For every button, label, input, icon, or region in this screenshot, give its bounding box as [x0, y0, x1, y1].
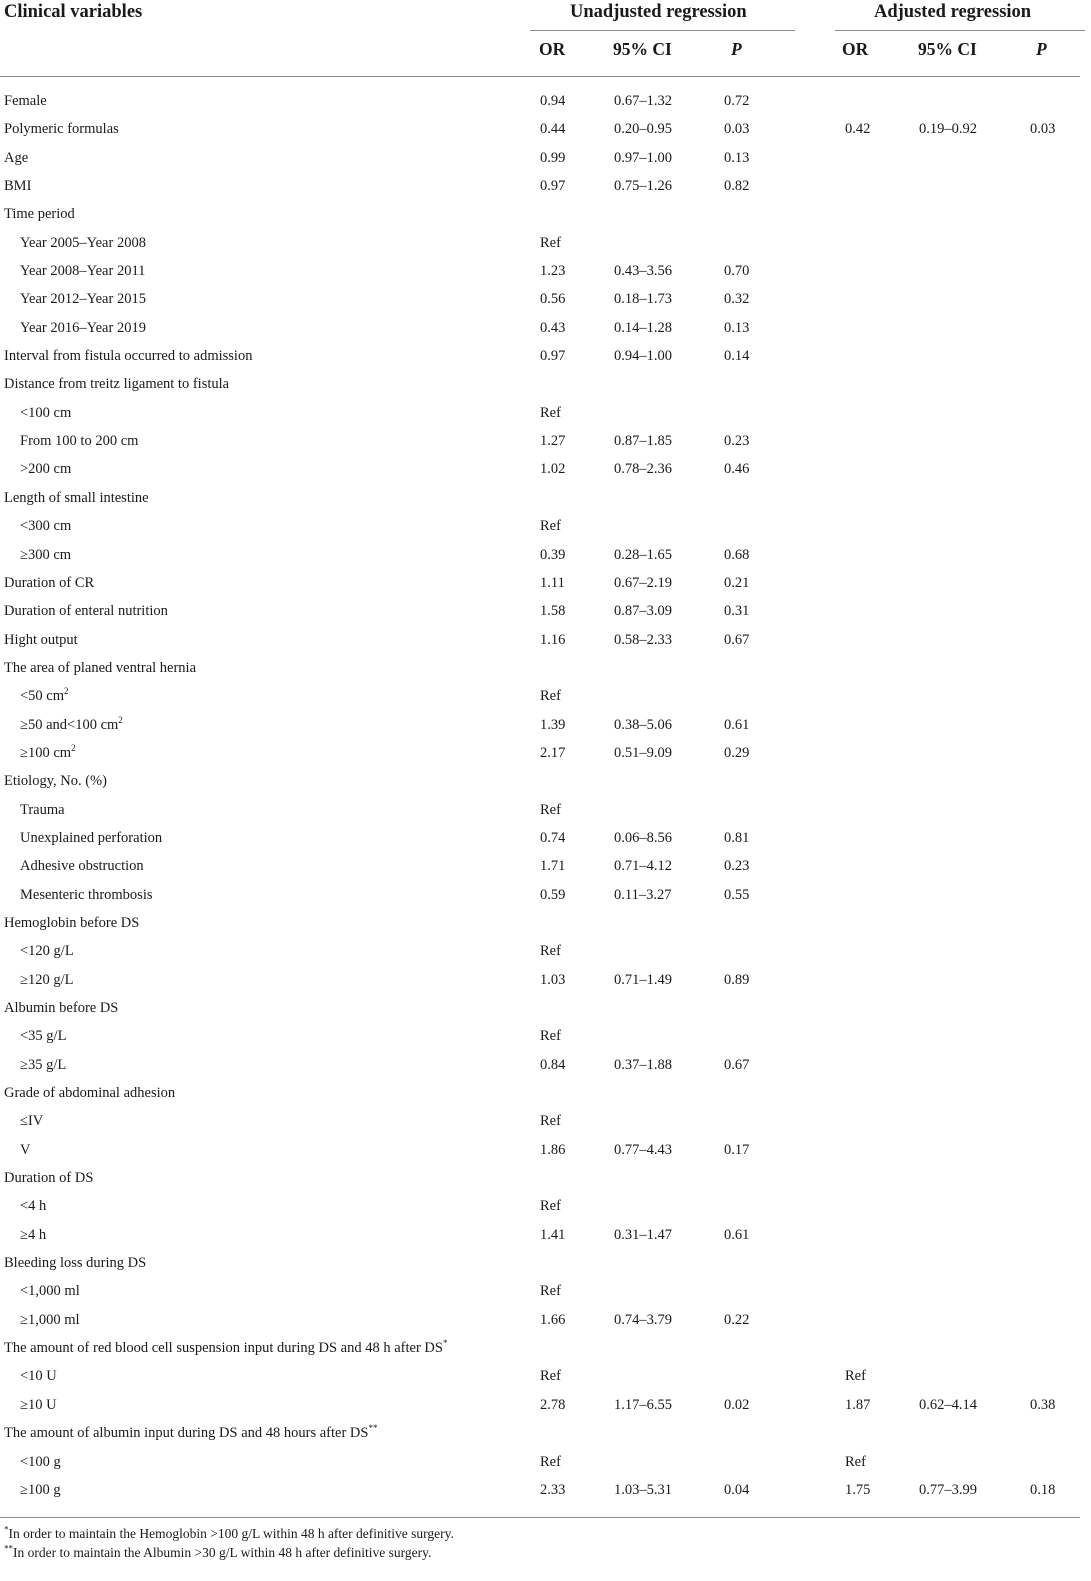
unadjusted-p-cell: 0.17 [724, 1141, 750, 1158]
variable-label-text: Year 2012–Year 2015 [20, 291, 146, 308]
table-row [0, 144, 1091, 172]
table-row [0, 569, 1091, 597]
unadjusted-p-cell: 0.03 [724, 121, 750, 138]
table-row [0, 767, 1091, 795]
unadjusted-or-cell: 2.78 [540, 1396, 566, 1413]
variable-label-text: <50 cm [20, 688, 65, 705]
unadjusted-ci-cell: 0.74–3.79 [614, 1311, 672, 1328]
variable-label [4, 597, 168, 625]
table-row [0, 1362, 1091, 1390]
footnote-text: In order to maintain the Hemoglobin >100 g/L within 48 h after definitive surgery. [8, 1526, 454, 1541]
unadjusted-or-cell: 1.39 [540, 716, 566, 733]
unadjusted-or-cell: 1.03 [540, 971, 566, 988]
table-row [0, 399, 1091, 427]
unadjusted-p-cell: 0.29 [724, 744, 750, 761]
unadjusted-or-cell: 0.56 [540, 291, 566, 308]
unadjusted-or-cell: 1.86 [540, 1141, 566, 1158]
unadjusted-p-cell: 0.68 [724, 546, 750, 563]
variable-label-text: Albumin before DS [4, 1000, 119, 1016]
unadjusted-p-cell: 0.23 [724, 858, 750, 875]
table-row [0, 796, 1091, 824]
variable-label-text: Hemoglobin before DS [4, 914, 140, 931]
adjusted-ci-heading: 95% CI [918, 39, 977, 59]
unadjusted-ci-cell: 0.43–3.56 [614, 263, 672, 280]
adjusted-p-cell: 0.03 [1030, 121, 1056, 138]
unadjusted-ci-cell: 0.97–1.00 [614, 149, 672, 166]
variable-label-text: Time period [4, 206, 75, 223]
table-row [0, 484, 1091, 512]
variable-label-text: ≥50 and<100 cm [20, 716, 119, 733]
variable-label [20, 796, 65, 824]
table-row [0, 455, 1091, 483]
variable-label [4, 87, 47, 115]
unadjusted-ci-heading: 95% CI [613, 39, 672, 59]
table-row [0, 370, 1091, 398]
unadjusted-ci-cell: 0.28–1.65 [614, 546, 672, 563]
variable-label [20, 1136, 30, 1164]
unadjusted-p-cell: 0.82 [724, 178, 750, 195]
variable-label-text: The amount of red blood cell suspension input during DS and 48 h after DS [4, 1340, 443, 1357]
unadjusted-ci-cell: 0.20–0.95 [614, 121, 672, 138]
variable-label [20, 1391, 57, 1419]
unadjusted-p-cell: 0.89 [724, 971, 750, 988]
variable-label [20, 1192, 46, 1220]
unadjusted-ci-cell: 0.51–9.09 [614, 744, 672, 761]
variable-label-text: Mesenteric thrombosis [20, 886, 153, 903]
unadjusted-regression-heading: Unadjusted regression [570, 2, 747, 22]
unadjusted-ci-cell: 0.71–1.49 [614, 971, 672, 988]
clinical-variables-heading: Clinical variables [4, 2, 143, 22]
variable-label [20, 711, 123, 739]
variable-label [4, 172, 31, 200]
variable-label-text: Duration of enteral nutrition [4, 603, 168, 620]
unadjusted-or-cell: 1.11 [540, 574, 565, 591]
unadjusted-or-cell: Ref [540, 1113, 561, 1130]
unadjusted-or-cell: Ref [540, 404, 561, 421]
table-row [0, 1164, 1091, 1192]
variable-label-text: Year 2008–Year 2011 [20, 263, 146, 280]
unadjusted-ci-cell: 0.67–1.32 [614, 93, 672, 109]
unadjusted-or-cell: 0.97 [540, 348, 566, 365]
unadjusted-p-cell: 0.02 [724, 1396, 750, 1413]
footnote [4, 1524, 454, 1543]
variable-label-text: Distance from treitz ligament to fistula [4, 376, 230, 393]
unadjusted-or-cell: 2.33 [540, 1481, 566, 1498]
variable-label [20, 455, 71, 483]
unadjusted-or-cell: Ref [540, 1028, 561, 1045]
adjusted-p-cell: 0.18 [1030, 1481, 1056, 1498]
variable-label-text: <120 g/L [20, 943, 74, 960]
variable-label [4, 1334, 447, 1362]
table-row [0, 824, 1091, 852]
unadjusted-p-cell: 0.32 [724, 291, 750, 308]
variable-label [20, 937, 74, 965]
unadjusted-ci-cell: 0.11–3.27 [614, 886, 672, 903]
unadjusted-or-cell: Ref [540, 943, 561, 960]
unadjusted-ci-cell: 0.14–1.28 [614, 319, 672, 336]
unadjusted-or-cell: 0.43 [540, 319, 566, 336]
table-row [0, 994, 1091, 1022]
variable-label-text: Year 2005–Year 2008 [20, 234, 146, 251]
label-superscript: 2 [118, 714, 123, 725]
variable-label [4, 569, 94, 597]
variable-label-text: <100 cm [20, 404, 72, 421]
variable-label-text: The amount of albumin input during DS and 48 hours after DS [4, 1425, 369, 1442]
table-row [0, 172, 1091, 200]
variable-label [20, 1051, 66, 1079]
variable-label [20, 1362, 57, 1390]
variable-label-text: ≤IV [20, 1113, 44, 1130]
unadjusted-or-cell: Ref [540, 518, 561, 535]
variable-label-text: ≥120 g/L [20, 971, 74, 988]
unadjusted-or-cell: 2.17 [540, 744, 566, 761]
table-row [0, 1107, 1091, 1135]
variable-label [4, 1419, 377, 1447]
variable-label-text: Trauma [20, 801, 65, 818]
variable-label-text: The area of planed ventral hernia [4, 659, 197, 676]
regression-table-body [0, 87, 1091, 1504]
unadjusted-or-cell: 1.58 [540, 603, 566, 620]
variable-label-text: ≥100 cm [20, 744, 72, 761]
unadjusted-p-cell: 0.23 [724, 433, 750, 450]
variable-label-text: ≥4 h [20, 1226, 47, 1243]
unadjusted-ci-cell: 1.03–5.31 [614, 1481, 672, 1498]
unadjusted-or-cell: 0.99 [540, 149, 566, 166]
table-row [0, 1448, 1091, 1476]
table-row [0, 682, 1091, 710]
variable-label-text: From 100 to 200 cm [20, 433, 139, 450]
table-row [0, 966, 1091, 994]
unadjusted-ci-cell: 0.94–1.00 [614, 348, 672, 365]
adjusted-or-cell: 0.42 [845, 121, 871, 138]
variable-label-text: ≥1,000 ml [20, 1311, 80, 1328]
table-row [0, 909, 1091, 937]
table-row [0, 285, 1091, 313]
variable-label-text: Interval from fistula occurred to admission [4, 348, 253, 365]
adjusted-p-cell: 0.38 [1030, 1396, 1056, 1413]
unadjusted-or-cell: 0.97 [540, 178, 566, 195]
unadjusted-or-cell: Ref [540, 688, 561, 705]
variable-label [4, 1249, 146, 1277]
variable-label-text: ≥300 cm [20, 546, 72, 563]
label-superscript: 2 [64, 686, 69, 697]
table-row [0, 257, 1091, 285]
variable-label-text: Female [4, 93, 47, 109]
table-bottom-rule [0, 1517, 1080, 1518]
table-row [0, 1051, 1091, 1079]
table-row [0, 1476, 1091, 1504]
table-row [0, 200, 1091, 228]
unadjusted-ci-cell: 0.87–1.85 [614, 433, 672, 450]
unadjusted-p-cell: 0.31 [724, 603, 750, 620]
unadjusted-or-cell: 0.44 [540, 121, 566, 138]
variable-label [4, 909, 139, 937]
variable-label [4, 484, 149, 512]
table-row [0, 1221, 1091, 1249]
unadjusted-p-cell: 0.46 [724, 461, 750, 478]
unadjusted-p-cell: 0.21 [724, 574, 750, 591]
variable-label [4, 115, 119, 143]
table-row [0, 427, 1091, 455]
unadjusted-ci-cell: 0.58–2.33 [614, 631, 672, 648]
unadjusted-ci-cell: 0.38–5.06 [614, 716, 672, 733]
variable-label [4, 767, 107, 795]
variable-label-text: ≥10 U [20, 1396, 57, 1413]
adjusted-group-rule [835, 30, 1085, 31]
unadjusted-p-cell: 0.67 [724, 1056, 750, 1073]
unadjusted-p-cell: 0.14 [724, 348, 750, 365]
variable-label [4, 1079, 175, 1107]
variable-label [20, 824, 162, 852]
variable-label-text: ≥35 g/L [20, 1056, 67, 1073]
variable-label-text: <100 g [20, 1453, 61, 1470]
table-row [0, 87, 1091, 115]
unadjusted-p-cell: 0.67 [724, 631, 750, 648]
unadjusted-or-cell: Ref [540, 234, 561, 251]
table-row [0, 881, 1091, 909]
adjusted-or-heading: OR [842, 39, 869, 59]
variable-label-text: <300 cm [20, 518, 72, 535]
unadjusted-p-cell: 0.13 [724, 149, 750, 166]
unadjusted-or-cell: 0.84 [540, 1056, 566, 1073]
variable-label [20, 229, 146, 257]
unadjusted-ci-cell: 1.17–6.55 [614, 1396, 672, 1413]
variable-label [20, 541, 71, 569]
table-row [0, 1277, 1091, 1305]
footnote-text: In order to maintain the Albumin >30 g/L within 48 h after definitive surgery. [13, 1545, 432, 1560]
variable-label-text: Adhesive obstruction [20, 858, 144, 875]
variable-label [4, 1164, 93, 1192]
table-row [0, 1249, 1091, 1277]
adjusted-p-heading: P [1036, 39, 1047, 59]
label-superscript: ** [368, 1423, 378, 1434]
variable-label-text: Duration of CR [4, 574, 95, 591]
variable-label-text: Duration of DS [4, 1170, 94, 1187]
variable-label-text: Hight output [4, 631, 78, 648]
unadjusted-or-cell: 0.94 [540, 93, 566, 109]
table-row [0, 1306, 1091, 1334]
unadjusted-p-cell: 0.61 [724, 1226, 750, 1243]
table-row [0, 314, 1091, 342]
variable-label-text: Grade of abdominal adhesion [4, 1085, 176, 1102]
footnote-mark: ** [4, 1543, 13, 1554]
unadjusted-ci-cell: 0.06–8.56 [614, 829, 672, 846]
variable-label-text: <10 U [20, 1368, 57, 1385]
unadjusted-p-cell: 0.70 [724, 263, 750, 280]
variable-label [20, 1448, 61, 1476]
table-row [0, 1419, 1091, 1447]
variable-label [20, 881, 153, 909]
adjusted-ci-cell: 0.77–3.99 [919, 1481, 977, 1498]
footnotes [4, 1524, 454, 1562]
unadjusted-or-cell: 1.16 [540, 631, 566, 648]
variable-label-text: <4 h [20, 1198, 47, 1215]
variable-label-text: Length of small intestine [4, 489, 149, 506]
unadjusted-or-cell: 1.27 [540, 433, 566, 450]
adjusted-or-cell: 1.75 [845, 1481, 871, 1498]
label-superscript: * [442, 1338, 448, 1349]
unadjusted-ci-cell: 0.71–4.12 [614, 858, 672, 875]
variable-label [4, 342, 252, 370]
variable-label-text: <1,000 ml [20, 1283, 80, 1300]
variable-label [20, 314, 146, 342]
unadjusted-or-cell: 1.23 [540, 263, 566, 280]
adjusted-or-cell: 1.87 [845, 1396, 871, 1413]
unadjusted-ci-cell: 0.37–1.88 [614, 1056, 672, 1073]
variable-label [4, 144, 28, 172]
unadjusted-or-cell: 0.74 [540, 829, 566, 846]
unadjusted-or-cell: 1.02 [540, 461, 566, 478]
variable-label [20, 1306, 80, 1334]
variable-label [4, 626, 78, 654]
variable-label [20, 1476, 61, 1504]
table-row [0, 626, 1091, 654]
variable-label [20, 852, 144, 880]
table-row [0, 1022, 1091, 1050]
variable-label-text: V [20, 1141, 31, 1158]
unadjusted-or-cell: Ref [540, 1453, 561, 1470]
table-row [0, 1079, 1091, 1107]
table-row [0, 541, 1091, 569]
variable-label [4, 200, 75, 228]
table-row [0, 654, 1091, 682]
variable-label [20, 257, 145, 285]
table-row [0, 1334, 1091, 1362]
unadjusted-or-cell: Ref [540, 1283, 561, 1300]
unadjusted-p-cell: 0.81 [724, 829, 750, 846]
variable-label [20, 1221, 46, 1249]
variable-label-text: Etiology, No. (%) [4, 773, 107, 790]
table-row [0, 937, 1091, 965]
unadjusted-p-cell: 0.61 [724, 716, 750, 733]
variable-label-text: Age [4, 149, 29, 166]
variable-label [4, 994, 118, 1022]
variable-label [20, 682, 69, 710]
unadjusted-or-cell: 0.59 [540, 886, 566, 903]
variable-label-text: <35 g/L [20, 1028, 67, 1045]
variable-label-text: BMI [4, 178, 32, 195]
variable-label [20, 966, 73, 994]
table-row [0, 342, 1091, 370]
adjusted-regression-heading: Adjusted regression [874, 2, 1032, 22]
table-row [0, 852, 1091, 880]
unadjusted-group-rule [530, 30, 795, 31]
unadjusted-ci-cell: 0.87–3.09 [614, 603, 672, 620]
unadjusted-p-cell: 0.22 [724, 1311, 750, 1328]
table-row [0, 1192, 1091, 1220]
unadjusted-or-cell: 1.71 [540, 858, 566, 875]
label-superscript: 2 [71, 743, 76, 754]
header-bottom-rule [0, 76, 1080, 77]
unadjusted-p-cell: 0.55 [724, 886, 750, 903]
footnote-mark: * [4, 1524, 9, 1535]
variable-label-text: Polymeric formulas [4, 121, 119, 138]
unadjusted-p-cell: 0.13 [724, 319, 750, 336]
adjusted-or-cell: Ref [845, 1453, 866, 1470]
table-row [0, 115, 1091, 143]
unadjusted-or-cell: Ref [540, 801, 561, 818]
variable-label [20, 739, 76, 767]
unadjusted-or-cell: 1.66 [540, 1311, 566, 1328]
unadjusted-or-cell: 0.39 [540, 546, 566, 563]
variable-label [4, 654, 196, 682]
unadjusted-or-cell: Ref [540, 1198, 561, 1215]
unadjusted-or-heading: OR [539, 39, 566, 59]
unadjusted-ci-cell: 0.77–4.43 [614, 1141, 672, 1158]
variable-label-text: Year 2016–Year 2019 [20, 319, 146, 336]
table-row [0, 1391, 1091, 1419]
variable-label-text: >200 cm [20, 461, 72, 478]
table-row [0, 1136, 1091, 1164]
variable-label [4, 370, 229, 398]
unadjusted-ci-cell: 0.18–1.73 [614, 291, 672, 308]
variable-label [20, 1107, 43, 1135]
variable-label-text: ≥100 g [20, 1481, 61, 1498]
unadjusted-p-cell: 0.72 [724, 93, 750, 109]
variable-label [20, 285, 146, 313]
footnote [4, 1543, 454, 1562]
unadjusted-p-heading: P [731, 39, 742, 59]
variable-label [20, 399, 71, 427]
variable-label-text: Unexplained perforation [20, 829, 163, 846]
variable-label-text: Bleeding loss during DS [4, 1255, 147, 1272]
unadjusted-p-cell: 0.04 [724, 1481, 750, 1498]
unadjusted-or-cell: 1.41 [540, 1226, 566, 1243]
unadjusted-ci-cell: 0.78–2.36 [614, 461, 672, 478]
unadjusted-ci-cell: 0.75–1.26 [614, 178, 672, 195]
adjusted-ci-cell: 0.19–0.92 [919, 121, 977, 138]
table-row [0, 711, 1091, 739]
unadjusted-or-cell: Ref [540, 1368, 561, 1385]
table-row [0, 512, 1091, 540]
variable-label [20, 1277, 80, 1305]
table-row [0, 597, 1091, 625]
adjusted-ci-cell: 0.62–4.14 [919, 1396, 977, 1413]
unadjusted-ci-cell: 0.67–2.19 [614, 574, 672, 591]
table-row [0, 229, 1091, 257]
adjusted-or-cell: Ref [845, 1368, 866, 1385]
variable-label [20, 1022, 66, 1050]
variable-label [20, 427, 138, 455]
table-row [0, 739, 1091, 767]
variable-label [20, 512, 71, 540]
unadjusted-ci-cell: 0.31–1.47 [614, 1226, 672, 1243]
